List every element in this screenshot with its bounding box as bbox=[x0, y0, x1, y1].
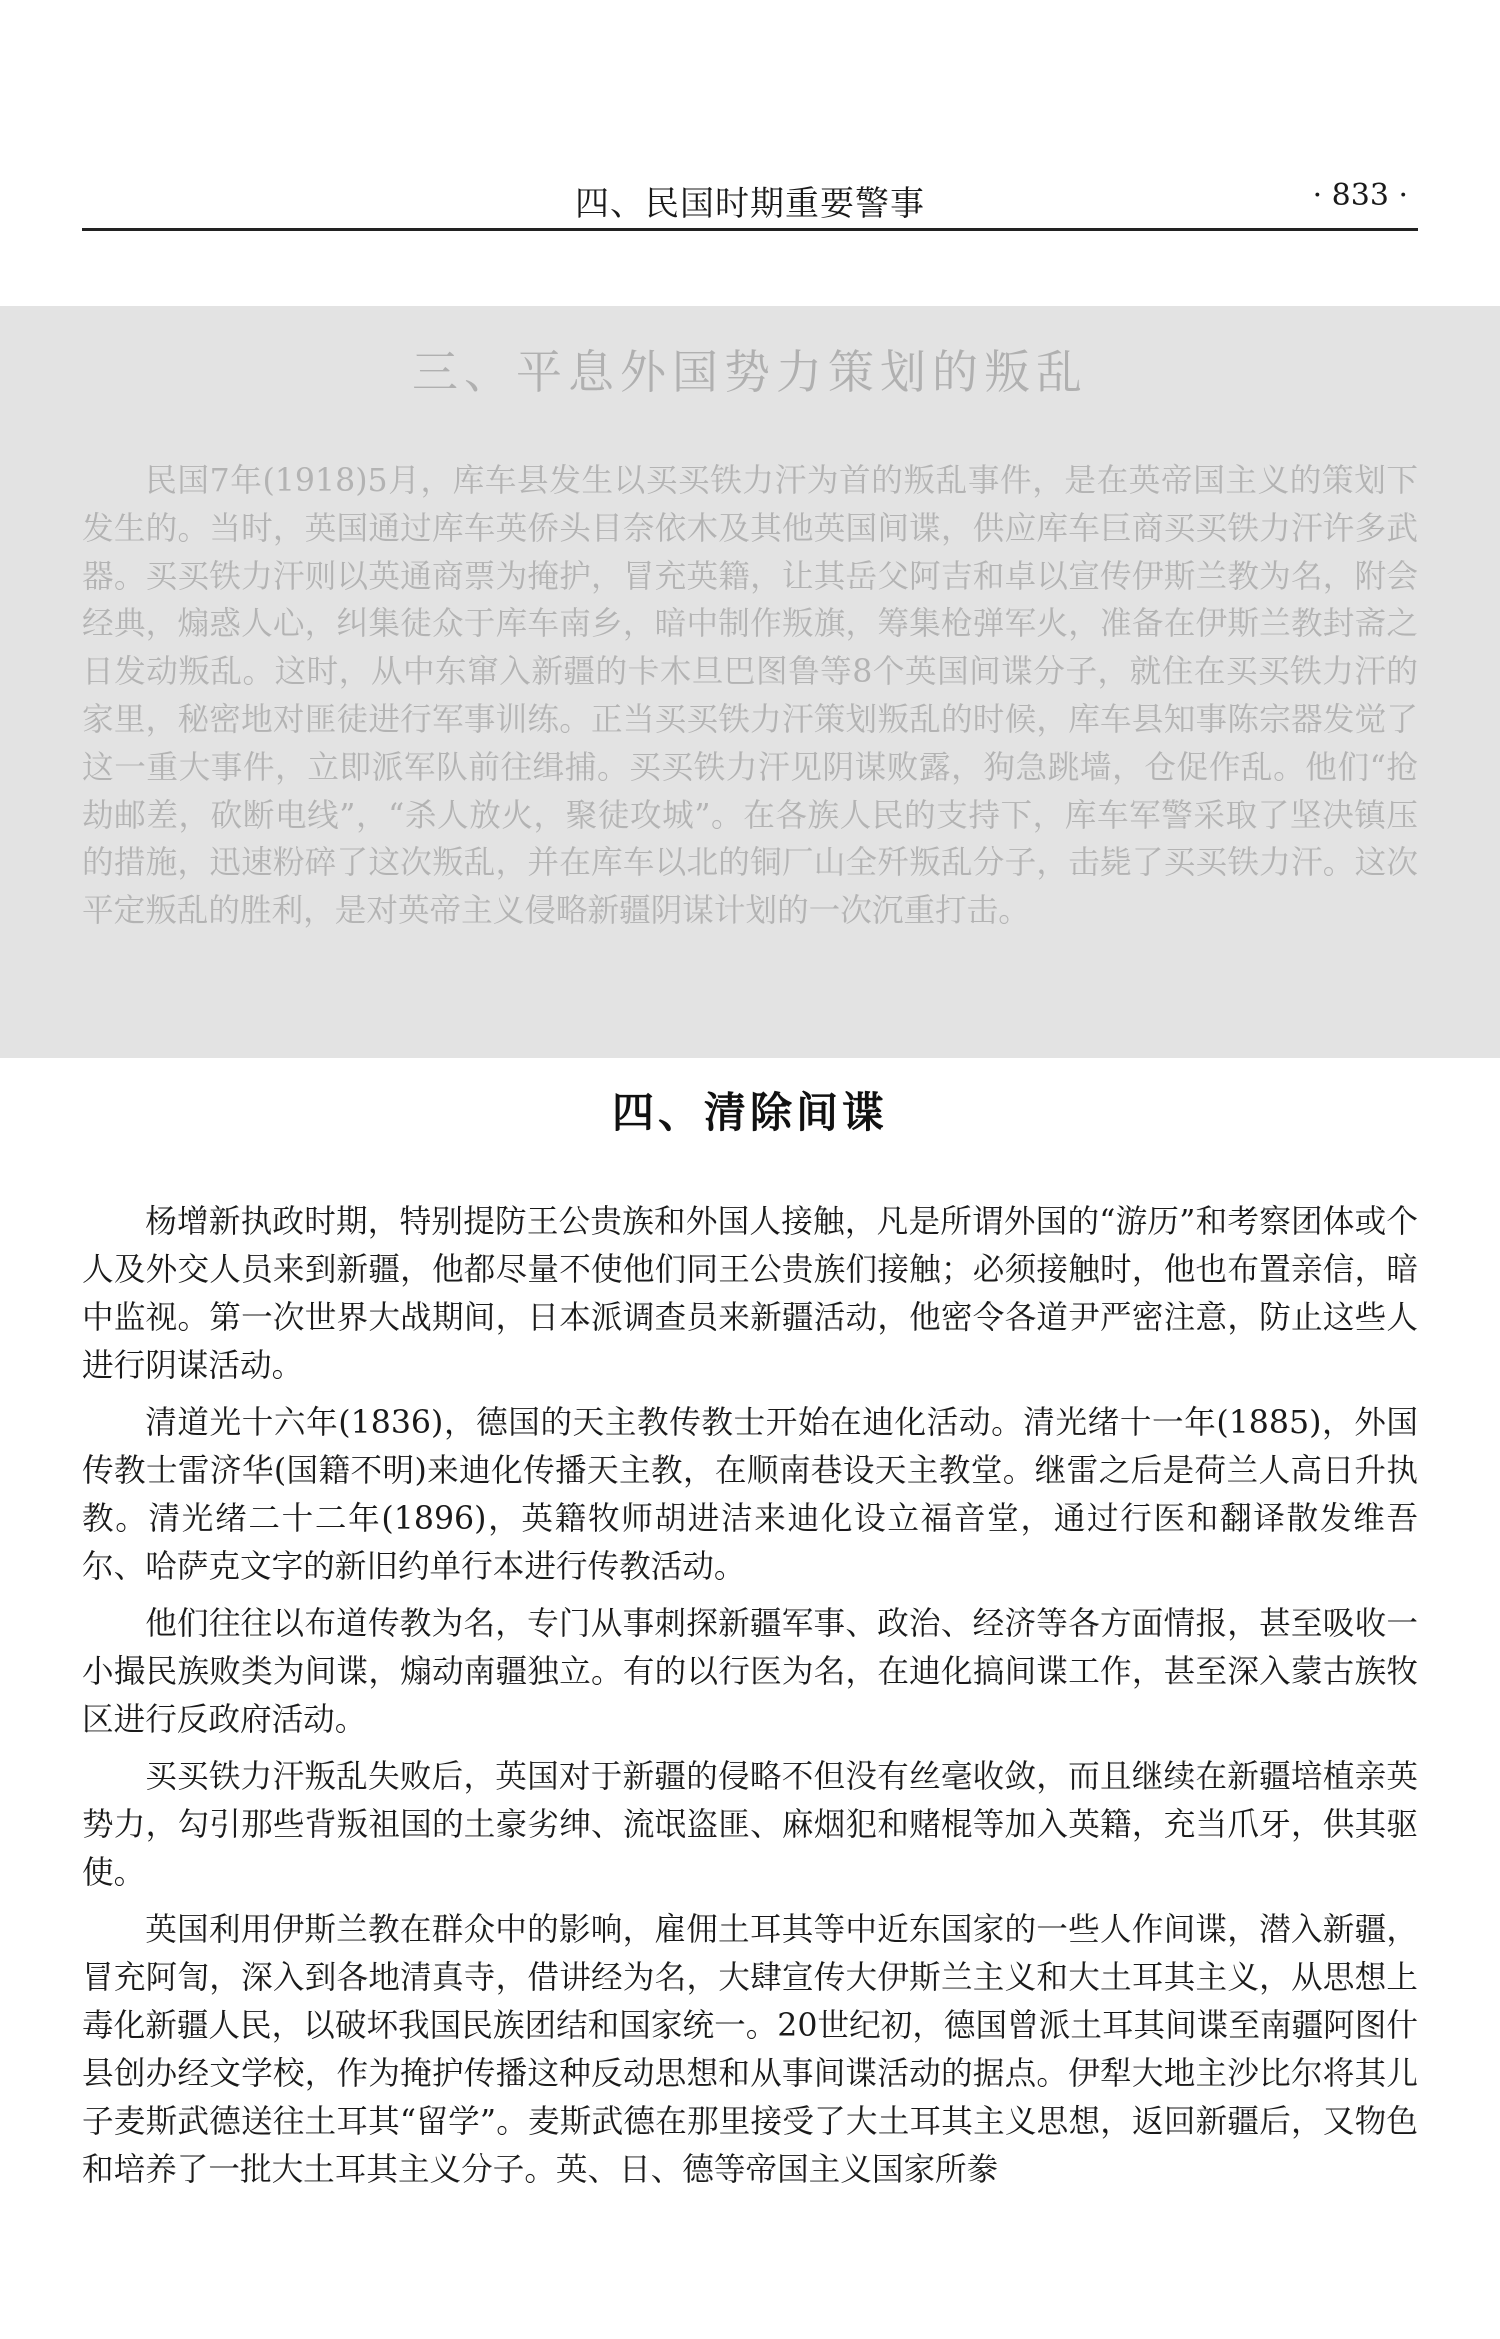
header-rule bbox=[82, 228, 1418, 231]
section-4-body bbox=[82, 1198, 1418, 2203]
body-paragraph: 英国利用伊斯兰教在群众中的影响，雇佣土耳其等中近东国家的一些人作间谍，潜入新疆，冒充阿訇，深入到各地清真寺，借讲经为名，大肆宣传大伊斯兰主义和大土耳其主义，从思想上毒化新疆人民，以破坏我国民族团结和国家统一。20世纪初，德国曾派土耳其间谍至南疆阿图什县创办经文学校，作为掩护传播这种反动思想和从事间谍活动的据点。伊犁大地主沙比尔将其儿子麦斯武德送往土耳其“留学”。麦斯武德在那里接受了大土耳其主义思想，返回新疆后，又物色和培养了一批大土耳其主义分子。英、日、德等帝国主义国家所豢 bbox=[82, 1912, 1418, 2188]
running-header-section-title: 四、民国时期重要警事 bbox=[575, 184, 925, 224]
section-4-title: 四、清除间谍 bbox=[611, 1088, 888, 1137]
running-header bbox=[82, 172, 1418, 232]
body-paragraph: 杨增新执政时期，特别提防王公贵族和外国人接触，凡是所谓外国的“游历”和考察团体或个人及外交人员来到新疆，他都尽量不使他们同王公贵族们接触；必须接触时，他也布置亲信，暗中监视。第一次世界大战期间，日本派调查员来新疆活动，他密令各道尹严密注意，防止这些人进行阴谋活动。 bbox=[82, 1204, 1418, 1384]
section-3-title: 三、平息外国势力策划的叛乱 bbox=[412, 345, 1088, 399]
body-paragraph: 他们往往以布道传教为名，专门从事刺探新疆军事、政治、经济等各方面情报，甚至吸收一小撮民族败类为间谍，煽动南疆独立。有的以行医为名，在迪化搞间谍工作，甚至深入蒙古族牧区进行反政府活动。 bbox=[82, 1606, 1418, 1738]
section-3-paragraph: 民国7年(1918)5月，库车县发生以买买铁力汗为首的叛乱事件，是在英帝国主义的策划下发生的。当时，英国通过库车英侨头目奈依木及其他英国间谍，供应库车巨商买买铁力汗许多武器。买买铁力汗则以英通商票为掩护，冒充英籍，让其岳父阿吉和卓以宣传伊斯兰教为名，附会经典，煽惑人心，纠集徒众于库车南乡，暗中制作叛旗，筹集枪弹军火，准备在伊斯兰教封斋之日发动叛乱。这时，从中东窜入新疆的卡木旦巴图鲁等8个英国间谍分子，就住在买买铁力汗的家里，秘密地对匪徒进行军事训练。正当买买铁力汗策划叛乱的时候，库车县知事陈宗器发觉了这一重大事件，立即派军队前往缉捕。买买铁力汗见阴谋败露，狗急跳墙，仓促作乱。他们“抢劫邮差，砍断电线”，“杀人放火，聚徒攻城”。在各族人民的支持下，库车军警采取了坚决镇压的措施，迅速粉碎了这次叛乱，并在库车以北的铜厂山全歼叛乱分子，击毙了买买铁力汗。这次平定叛乱的胜利，是对英帝主义侵略新疆阴谋计划的一次沉重打击。 bbox=[82, 463, 1418, 930]
greyed-section-block bbox=[0, 306, 1500, 1058]
page-number: · 833 · bbox=[1312, 178, 1408, 213]
body-paragraph: 买买铁力汗叛乱失败后，英国对于新疆的侵略不但没有丝毫收敛，而且继续在新疆培植亲英势力，勾引那些背叛祖国的土豪劣绅、流氓盗匪、麻烟犯和赌棍等加入英籍，充当爪牙，供其驱使。 bbox=[82, 1759, 1418, 1891]
body-paragraph: 清道光十六年(1836)，德国的天主教传教士开始在迪化活动。清光绪十一年(1885)，外国传教士雷济华(国籍不明)来迪化传播天主教，在顺南巷设天主教堂。继雷之后是荷兰人高日升执教。清光绪二十二年(1896)，英籍牧师胡进洁来迪化设立福音堂，通过行医和翻译散发维吾尔、哈萨克文字的新旧约单行本进行传教活动。 bbox=[82, 1405, 1418, 1585]
